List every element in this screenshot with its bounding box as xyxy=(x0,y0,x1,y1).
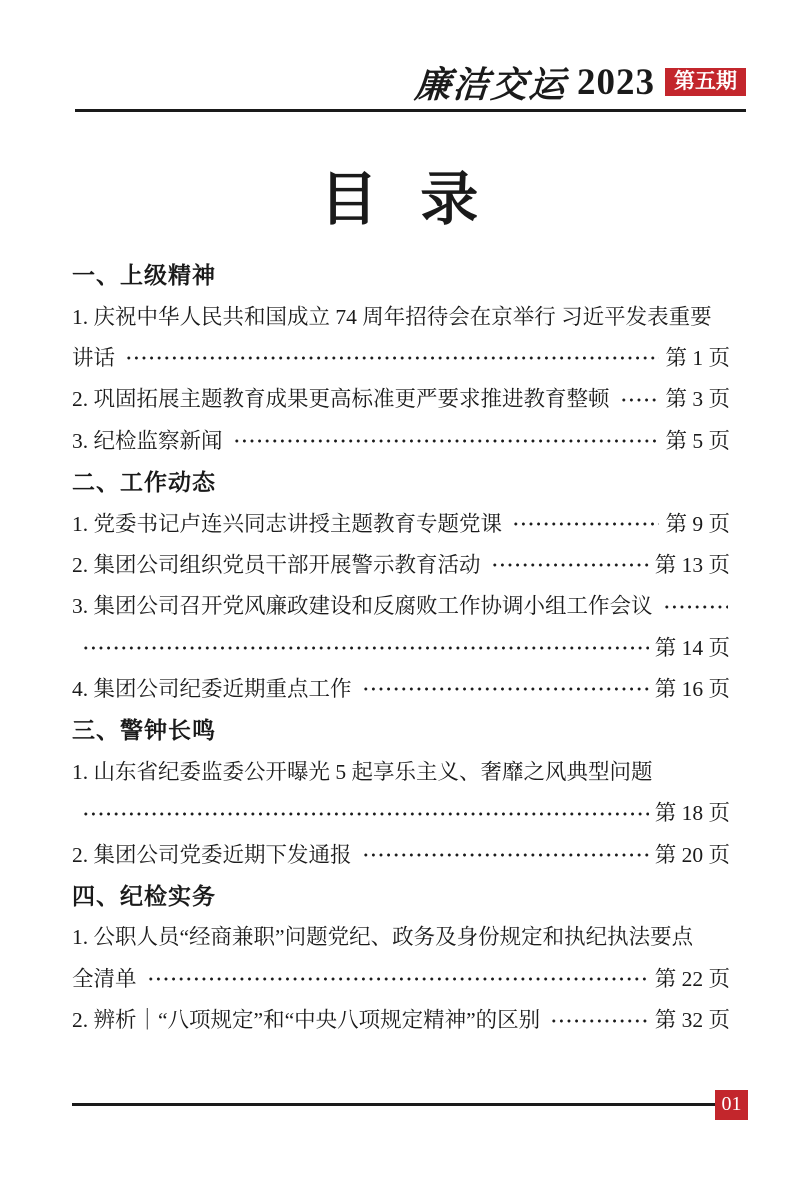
toc-section-heading xyxy=(72,874,730,915)
section-heading-text: 二、工作动态 xyxy=(72,469,216,496)
page-ref: 第 5 页 xyxy=(665,428,730,453)
footer-rule xyxy=(72,1103,715,1106)
page-number-badge: 01 xyxy=(715,1090,748,1120)
page-ref: 第 18 页 xyxy=(654,801,730,826)
header-rule xyxy=(75,109,746,112)
toc-entry-text: 1. 党委书记卢连兴同志讲授主题教育专题党课 xyxy=(72,511,503,536)
toc-entry-text: 1. 公职人员“经商兼职”问题党纪、政务及身份规定和执纪执法要点 xyxy=(72,925,694,950)
toc-entry xyxy=(72,957,730,998)
issue-badge: 第五期 xyxy=(665,68,746,96)
brand-year: 2023 xyxy=(577,61,655,103)
toc-entry-text: 4. 集团公司纪委近期重点工作 xyxy=(72,677,352,702)
toc-entry-text: 全清单 xyxy=(72,966,137,991)
dot-leader xyxy=(548,998,649,1039)
toc-entry xyxy=(72,626,730,667)
toc-entry xyxy=(72,667,730,708)
toc-entry xyxy=(72,998,730,1039)
toc-entry-text: 1. 庆祝中华人民共和国成立 74 周年招待会在京举行 习近平发表重要 xyxy=(72,304,712,329)
toc-entry-text: 3. 纪检监察新闻 xyxy=(72,428,223,453)
toc-entry xyxy=(72,419,730,460)
dot-leader xyxy=(360,832,649,873)
dot-leader xyxy=(123,336,659,377)
page-ref: 第 3 页 xyxy=(665,387,730,412)
toc-section-heading xyxy=(72,460,730,501)
dot-leader xyxy=(661,584,728,625)
section-heading-text: 一、上级精神 xyxy=(72,262,216,289)
toc-entry xyxy=(72,832,730,873)
toc-entry xyxy=(72,336,730,377)
page-ref: 第 1 页 xyxy=(665,345,730,370)
masthead xyxy=(75,61,746,106)
toc-entry xyxy=(72,791,730,832)
dot-leader xyxy=(145,957,649,998)
toc-entry xyxy=(72,501,730,542)
page-ref: 第 13 页 xyxy=(654,552,730,577)
toc-entry xyxy=(72,543,730,584)
dot-leader xyxy=(489,543,649,584)
page-ref: 第 16 页 xyxy=(654,677,730,702)
dot-leader xyxy=(618,377,660,418)
toc-entry-text: 2. 巩固拓展主题教育成果更高标准更严要求推进教育整顿 xyxy=(72,387,610,412)
toc-entry xyxy=(72,294,730,335)
dot-leader xyxy=(231,419,660,460)
toc-entry-text: 讲话 xyxy=(72,345,116,370)
dot-leader xyxy=(510,501,659,542)
page-ref: 第 20 页 xyxy=(654,842,730,867)
table-of-contents xyxy=(72,253,730,1039)
toc-entry-text: 2. 集团公司组织党员干部开展警示教育活动 xyxy=(72,552,481,577)
page-header xyxy=(75,62,746,112)
toc-entry-text: 3. 集团公司召开党风廉政建设和反腐败工作协调小组工作会议 xyxy=(72,594,653,619)
dot-leader xyxy=(80,791,649,832)
toc-section-heading xyxy=(72,253,730,294)
section-heading-text: 三、警钟长鸣 xyxy=(72,717,216,744)
page-ref: 第 9 页 xyxy=(665,511,730,536)
brand-title: 廉洁交运 xyxy=(413,63,569,106)
toc-section-heading xyxy=(72,708,730,749)
section-heading-text: 四、纪检实务 xyxy=(72,883,216,910)
page-ref: 第 32 页 xyxy=(654,1008,730,1033)
page-footer xyxy=(72,1089,748,1120)
dot-leader xyxy=(360,667,649,708)
page-ref: 第 14 页 xyxy=(654,635,730,660)
page-title: 目 录 xyxy=(319,167,481,232)
toc-entry-text: 2. 辨析｜“八项规定”和“中央八项规定精神”的区别 xyxy=(72,1008,541,1033)
page-ref: 第 22 页 xyxy=(654,966,730,991)
toc-entry xyxy=(72,750,730,791)
toc-entry-text: 1. 山东省纪委监委公开曝光 5 起享乐主义、奢靡之风典型问题 xyxy=(72,759,653,784)
toc-entry xyxy=(72,377,730,418)
toc-entry-text: 2. 集团公司党委近期下发通报 xyxy=(72,842,352,867)
toc-entry xyxy=(72,915,730,956)
toc-entry xyxy=(72,584,730,625)
dot-leader xyxy=(80,626,649,667)
